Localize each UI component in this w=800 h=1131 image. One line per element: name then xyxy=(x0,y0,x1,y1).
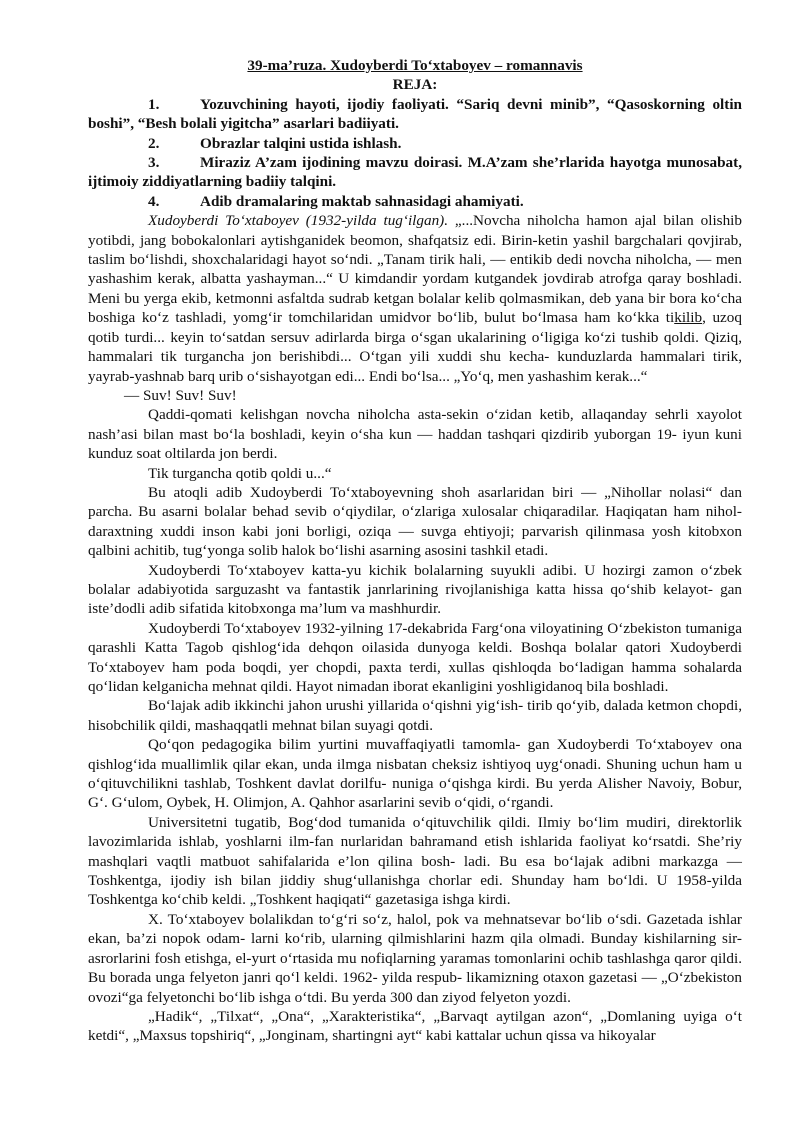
plan-item xyxy=(88,95,742,134)
plan-item-number: 3. xyxy=(148,154,160,172)
plan-item-number: 4. xyxy=(148,192,160,210)
plan-item-text: Yozuvchining hayoti, ijodiy faoliyati. “Sariq devni minib”, “Qasoskorning oltin boshi”, “Besh bolali yigitcha” asarlari badiiyati. xyxy=(88,95,742,133)
plan-item-text: Obrazlar talqini ustida ishlash. xyxy=(200,134,402,152)
dialogue-line: — Suv! Suv! Suv! xyxy=(124,386,237,404)
plan-item-number: 2. xyxy=(148,134,160,152)
body-paragraph: Xudoyberdi To‘xtaboyev 1932-yilning 17-dekabrida Farg‘ona viloyatining O‘zbekiston tumaniga qarashli Katta Tagob qishlog‘ida dehqon oilasida dunyoga keldi. Boshqa bolalar qatori Xudoyberdi To‘xtaboyev ham poda boqdi, yer chopdi, paxta terdi, xullas qishloqda bo‘ladigan hamma sohalarda qo‘lidan kelganicha mehnat qildi. Hayot nimadan iborat ekanligini yoshligidanoq bila boshladi. xyxy=(88,619,742,695)
body-paragraph: Tik turgancha qotib qoldi u...“ xyxy=(148,464,332,482)
plan-item xyxy=(88,192,742,211)
body-paragraph: Bo‘lajak adib ikkinchi jahon urushi yillarida o‘qishni yig‘ish- tirib qo‘yib, dalada ketmon chopdi, hisobchilik qildi, mashaqqatli mehnat bilan suyagi qotdi. xyxy=(88,697,742,734)
excerpt-text-continued: , uzoq qotib turdi... keyin to‘satdan sersuv adirlarda birga o‘sgan ukalarining o‘ligiga ko‘zi tushib qoldi. Qiziq, hammalari tik turgancha jon berishibdi... O‘tgan yili xuddi shu kecha- kunduzlarda hammalari tirik, yayrab-yashnab barq urib o‘sishayotgan edi... Endi bo‘lsa... „Yo‘q, men yashashim kerak...“ xyxy=(88,309,742,385)
body-paragraph: „Hadik“, „Tilxat“, „Ona“, „Xarakteristika“, „Barvaqt aytilgan azon“, „Domlaning uyiga o‘t ketdi“, „Maxsus topshiriq“, „Jonginam, shartingni ayt“ kabi kattalar uchun qissa va hikoyalar xyxy=(88,1007,742,1045)
body-paragraph: Qaddi-qomati kelishgan novcha niholcha asta-sekin o‘zidan ketib, allaqanday sehrli xayolot nash’asi bilan mast bo‘la boshladi, keyin o‘sha kun — haddan tashqari qizdirib yuborgan 19- iyun kuni kunduz soat oltilarda jon berdi. xyxy=(88,406,742,463)
body-paragraph: X. To‘xtaboyev bolalikdan to‘g‘ri so‘z, halol, pok va mehnatsevar bo‘lib o‘sdi. Gazetada ishlar ekan, ba’zi nopok odam- larni ko‘rib, ularning qilmishlarini hazm qila olmadi. Bunday kishilarning sir-asrorlarini fosh etishga, el-yurt o‘rtasida mu nofiqlarning yaramas tomonlarini ochib tashlashga qaror qildi. Bu borada unga felyeton janri qo‘l keldi. 1962- yilda respub- likamizning otaxon gazetasi — „O‘zbekiston ovozi“ga felyetonchi bo‘lib ishga o‘tdi. Bu yerda 300 dan ziyod felyeton yozdi. xyxy=(88,910,742,1006)
lecture-title: 39-ma’ruza. Xudoyberdi To‘xtaboyev – romannavis xyxy=(247,57,583,74)
body-paragraph: Bu atoqli adib Xudoyberdi To‘xtaboyevning shoh asarlaridan biri — „Nihollar nolasi“ dan parcha. Bu asarni bolalar behad sevib o‘qiydilar, o‘zlariga xulosalar chiqaradilar. Haqiqatan ham nihol-daraxtning xuddi inson kabi joni borligi, oziqa — suvga ehtiyoji; parvarish qilinmasa yosh kitobxon qalbini achitib, tug‘yonga solib halok bo‘lishi asarning asosini tashkil etadi. xyxy=(88,483,742,560)
body-paragraph: Universitetni tugatib, Bog‘dod tumanida o‘qituvchilik qildi. Ilmiy bo‘lim mudiri, direktorlik lavozimlarida ishlab, yoshlarni ilm-fan nurlaridan bahramand etish ishlarida faoliyat ko‘rsatdi. She’riy mashqlari vaqtli matbuot sahifalarida e’lon qilina bosh- ladi. Bu esa bo‘lajak adibni markazga — Toshkentga, ijodiy ish bilan jiddiy shug‘ullanishga chorlar edi. Shunday ham bo‘ldi. U 1958-yilda Toshkentga ko‘chib keldi. „Toshkent haqiqati“ gazetasiga ishga kirdi. xyxy=(88,813,742,909)
plan-item-number: 1. xyxy=(148,95,160,113)
author-intro: Xudoyberdi To‘xtaboyev (1932-yilda tug‘ilgan). xyxy=(148,212,449,230)
plan-heading: REJA: xyxy=(392,76,438,94)
plan-item-text: Adib dramalaring maktab sahnasidagi ahamiyati. xyxy=(200,192,524,210)
plan-item-text: Miraziz A’zam ijodining mavzu doirasi. M.A’zam she’rlarida hayotga munosabat, ijtimoiy ziddiyatlarning badiiy talqini. xyxy=(88,154,742,191)
body-paragraph: Qo‘qon pedagogika bilim yurtini muvaffaqiyatli tamomla- gan Xudoyberdi To‘xtaboyev ona qishlog‘ida muallimlik qilar ekan, unda ilmga nisbatan cheksiz ishtiyoq uyg‘onadi. Shuning uchun ham u o‘qituvchilikni tashlab, Toshkent davlat dorilfu- nuniga o‘qishga kirdi. Bu yerda Alisher Navoiy, Bobur, G‘. G‘ulom, Oybek, H. Olimjon, A. Qahhor asarlarini sevib o‘qidi, o‘rgandi. xyxy=(88,736,742,812)
underlined-word: kilib xyxy=(674,309,703,327)
body-paragraph: Xudoyberdi To‘xtaboyev katta-yu kichik bolalarning suyukli adibi. U hozirgi zamon o‘zbek bolalar adabiyotida sarguzasht va fantastik janrlarining rivojlanishiga katta hissa qo‘shib kelayot- gan iste’dodli adib sifatida kitobxonga ma’lum va mashhurdir. xyxy=(88,561,742,618)
intro-paragraph xyxy=(88,211,742,386)
excerpt-text: „...Novcha niholcha hamon ajal bilan olishib yotibdi, jang bobokalonlari aytishganidek beomon, shafqatsiz edi. Birin-ketin yashil bargchalari qovjirab, taslim bo‘lishdi, shoxchalaridagi hayot so‘ndi. „Tanam tirik hali, — entikib dedi novcha niholcha, — men yashashim kerak, albatta yashayman...“ U kimdandir yordam kutgandek jovdirab atrofga qaray boshladi. Meni bu yerga ekib, ketmonni asfaltda sudrab ketgan bolalar kelib qolmasmikan, deb yana bir bora ko‘cha boshiga ko‘z tashladi, yomg‘ir tomchilaridan umidvor bo‘lib, bulut bo‘lmasa ham ko‘kka ti xyxy=(88,212,742,327)
plan-item xyxy=(88,134,742,153)
plan-item xyxy=(88,153,742,192)
